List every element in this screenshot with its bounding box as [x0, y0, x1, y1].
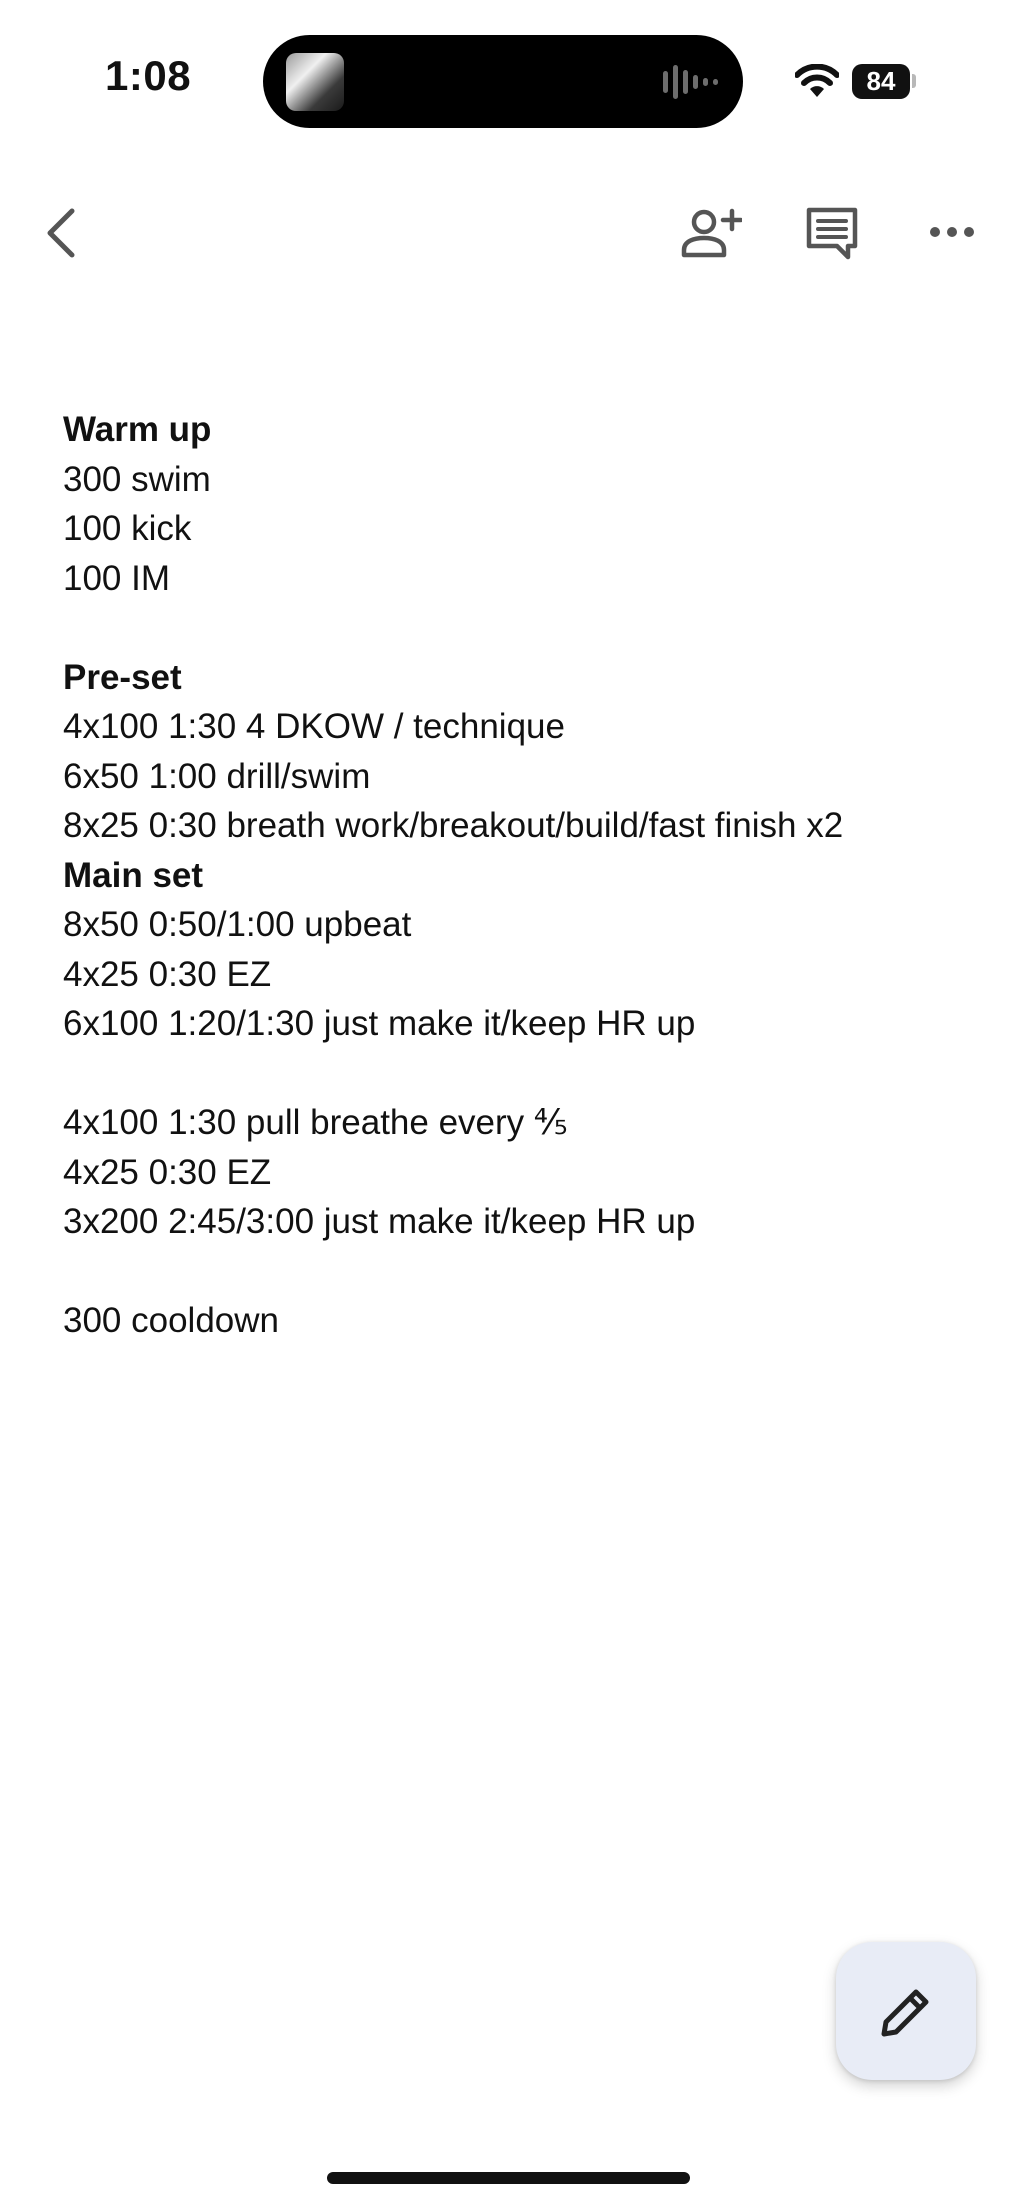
doc-line: 8x50 0:50/1:00 upbeat: [63, 905, 412, 944]
dynamic-island[interactable]: [263, 35, 743, 128]
pencil-icon: [876, 1982, 936, 2042]
doc-line: 100 IM: [63, 558, 170, 598]
doc-line: 4x100 1:30 4 DKOW / technique: [63, 707, 565, 746]
comment-icon[interactable]: [804, 205, 860, 261]
doc-line: 3x200 2:45/3:00 just make it/keep HR up: [63, 1202, 696, 1241]
back-icon[interactable]: [38, 205, 84, 261]
home-indicator[interactable]: [327, 2172, 690, 2184]
section-heading: Main set: [63, 855, 204, 895]
now-playing-artwork: [286, 53, 344, 111]
section-heading: Warm up: [63, 410, 212, 449]
battery-nub: [912, 74, 916, 88]
doc-line: 6x100 1:20/1:30 just make it/keep HR up: [63, 1004, 696, 1043]
blank-line: [63, 1247, 963, 1297]
section-heading: Pre-set: [63, 657, 182, 697]
doc-line: 4x100 1:30 pull breathe every ⅘: [63, 1103, 568, 1142]
audio-wave-icon: [663, 65, 719, 99]
doc-line: 300 swim: [63, 459, 211, 499]
edit-button[interactable]: [836, 1942, 976, 2080]
doc-line: 4x25 0:30 EZ: [63, 1152, 272, 1192]
doc-line: 6x50 1:00 drill/swim: [63, 756, 371, 796]
doc-line: 4x25 0:30 EZ: [63, 954, 272, 994]
battery-icon: 84: [852, 64, 910, 99]
doc-line: 8x25 0:30 breath work/breakout/build/fast finish x2: [63, 806, 844, 845]
document-body[interactable]: [63, 405, 963, 1346]
doc-line: 100 kick: [63, 509, 192, 548]
blank-line: [63, 1049, 963, 1099]
add-person-icon[interactable]: [680, 207, 742, 259]
doc-line: 300 cooldown: [63, 1301, 279, 1340]
wifi-icon: [795, 64, 839, 98]
more-icon[interactable]: [928, 220, 976, 244]
status-time: 1:08: [105, 52, 192, 99]
blank-line: [63, 603, 963, 653]
